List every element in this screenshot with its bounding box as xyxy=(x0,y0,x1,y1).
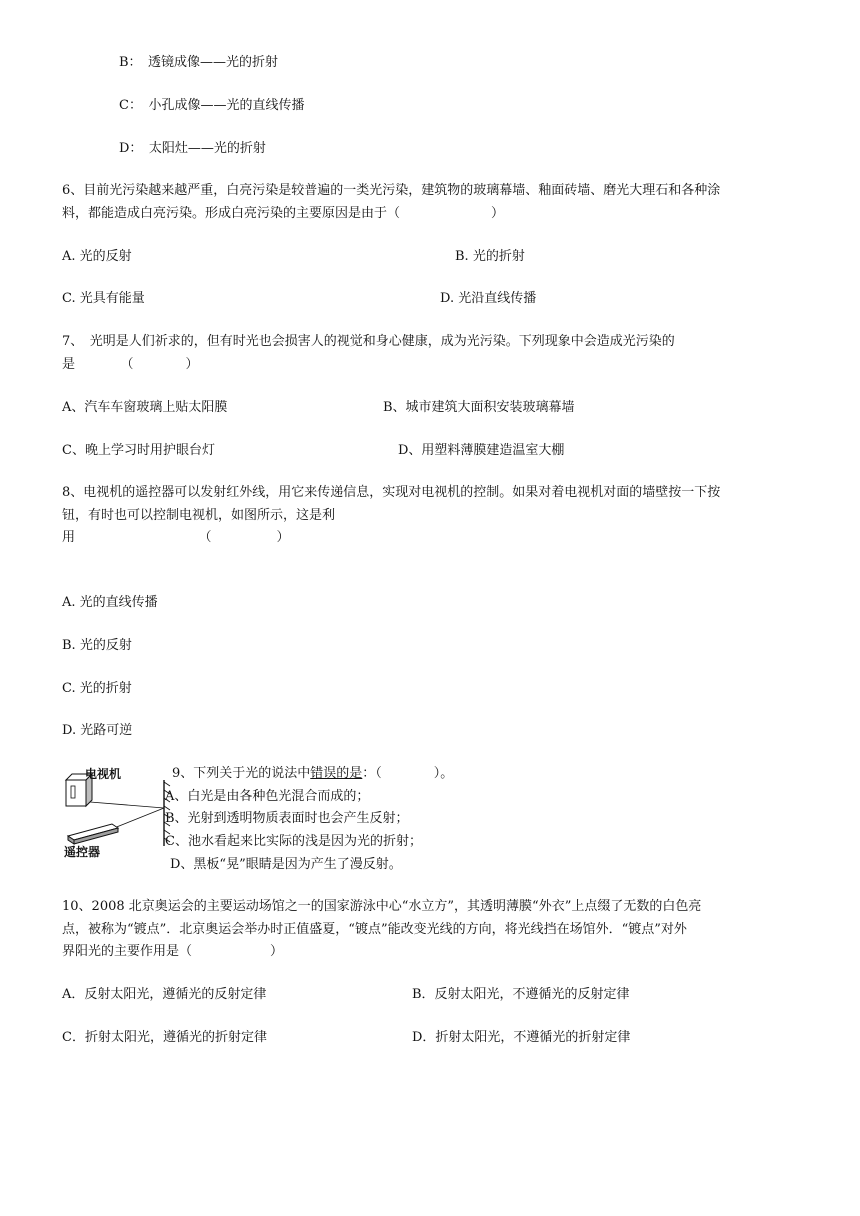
q10-option-d: D．折射太阳光，不遵循光的折射定律 xyxy=(412,1030,631,1045)
q10-option-a: A．反射太阳光，遵循光的反射定律 xyxy=(62,987,267,1002)
tv-label: 电视机 xyxy=(85,767,122,781)
q6-option-c: C. 光具有能量 xyxy=(62,291,145,306)
q5-option-b: B： 透镜成像——光的折射 xyxy=(119,55,279,70)
q8-option-c: C. 光的折射 xyxy=(62,681,132,696)
remote-label: 遥控器 xyxy=(64,845,101,859)
q6-option-a: A. 光的反射 xyxy=(62,249,132,264)
reflected-ray xyxy=(90,802,164,808)
q7-stem-line2: 是 （ ） xyxy=(62,357,199,372)
q10-stem-line2: 点，被称为“镀点”．北京奥运会举办时正值盛夏，“镀点”能改变光线的方向，将光线挡在场馆外．“镀点”对外 xyxy=(62,922,687,937)
q7-option-a: A、汽车车窗玻璃上贴太阳膜 xyxy=(62,400,228,415)
q9-option-b: B、光射到透明物质表面时也会产生反射； xyxy=(165,811,409,826)
q8-stem-line2: 钮，有时也可以控制电视机，如图所示，这是利 xyxy=(62,508,336,523)
q8-stem-line3: 用 （ ） xyxy=(62,530,290,545)
q7-option-d: D、用塑料薄膜建造温室大棚 xyxy=(398,443,565,458)
q10-stem-line1: 10、2008 北京奥运会的主要运动场馆之一的国家游泳中心“水立方”，其透明薄膜“外衣”上点缀了无数的白色亮 xyxy=(62,899,702,914)
q9-stem-post: ：（ ）。 xyxy=(362,766,454,781)
q9-stem-pre: 9、下列关于光的说法中 xyxy=(172,766,311,781)
q7-stem-line1: 7、 光明是人们祈求的，但有时光也会损害人的视觉和身心健康，成为光污染。下列现象中会造成光污染的 xyxy=(62,334,675,349)
q7-option-b: B、城市建筑大面积安装玻璃幕墙 xyxy=(383,400,575,415)
q9-stem-emphasis: 错误的是 xyxy=(310,766,363,781)
q10-option-b: B．反射太阳光，不遵循光的反射定律 xyxy=(412,987,630,1002)
q10-stem-line3: 界阳光的主要作用是（ ） xyxy=(62,944,284,959)
q9-option-d: D、黑板“晃”眼睛是因为产生了漫反射。 xyxy=(170,857,402,872)
q10-option-c: C．折射太阳光，遵循光的折射定律 xyxy=(62,1030,267,1045)
q5-option-c: C： 小孔成像——光的直线传播 xyxy=(119,98,305,113)
q8-stem-line1: 8、电视机的遥控器可以发射红外线，用它来传递信息，实现对电视机的控制。如果对着电视机对面的墙壁按一下按 xyxy=(62,485,721,500)
q6-option-d: D. 光沿直线传播 xyxy=(440,291,537,306)
q9-stem xyxy=(172,765,453,783)
q8-option-a: A. 光的直线传播 xyxy=(62,595,158,610)
q7-option-c: C、晚上学习时用护眼台灯 xyxy=(62,443,215,458)
q5-option-d: D： 太阳灶——光的折射 xyxy=(119,141,266,156)
q9-option-c: C、池水看起来比实际的浅是因为光的折射； xyxy=(165,834,422,849)
q8-option-b: B. 光的反射 xyxy=(62,638,132,653)
q9-option-a: A、白光是由各种色光混合而成的； xyxy=(165,789,370,804)
remote-icon xyxy=(68,824,118,844)
q8-option-d: D. 光路可逆 xyxy=(62,723,133,738)
q6-stem-line2: 料，都能造成白亮污染。形成白亮污染的主要原因是由于（ ） xyxy=(62,206,505,221)
q6-option-b: B. 光的折射 xyxy=(455,249,525,264)
q6-stem-line1: 6、目前光污染越来越严重，白亮污染是较普遍的一类光污染，建筑物的玻璃幕墙、釉面砖墙、磨光大理石和各种涂 xyxy=(62,183,721,198)
